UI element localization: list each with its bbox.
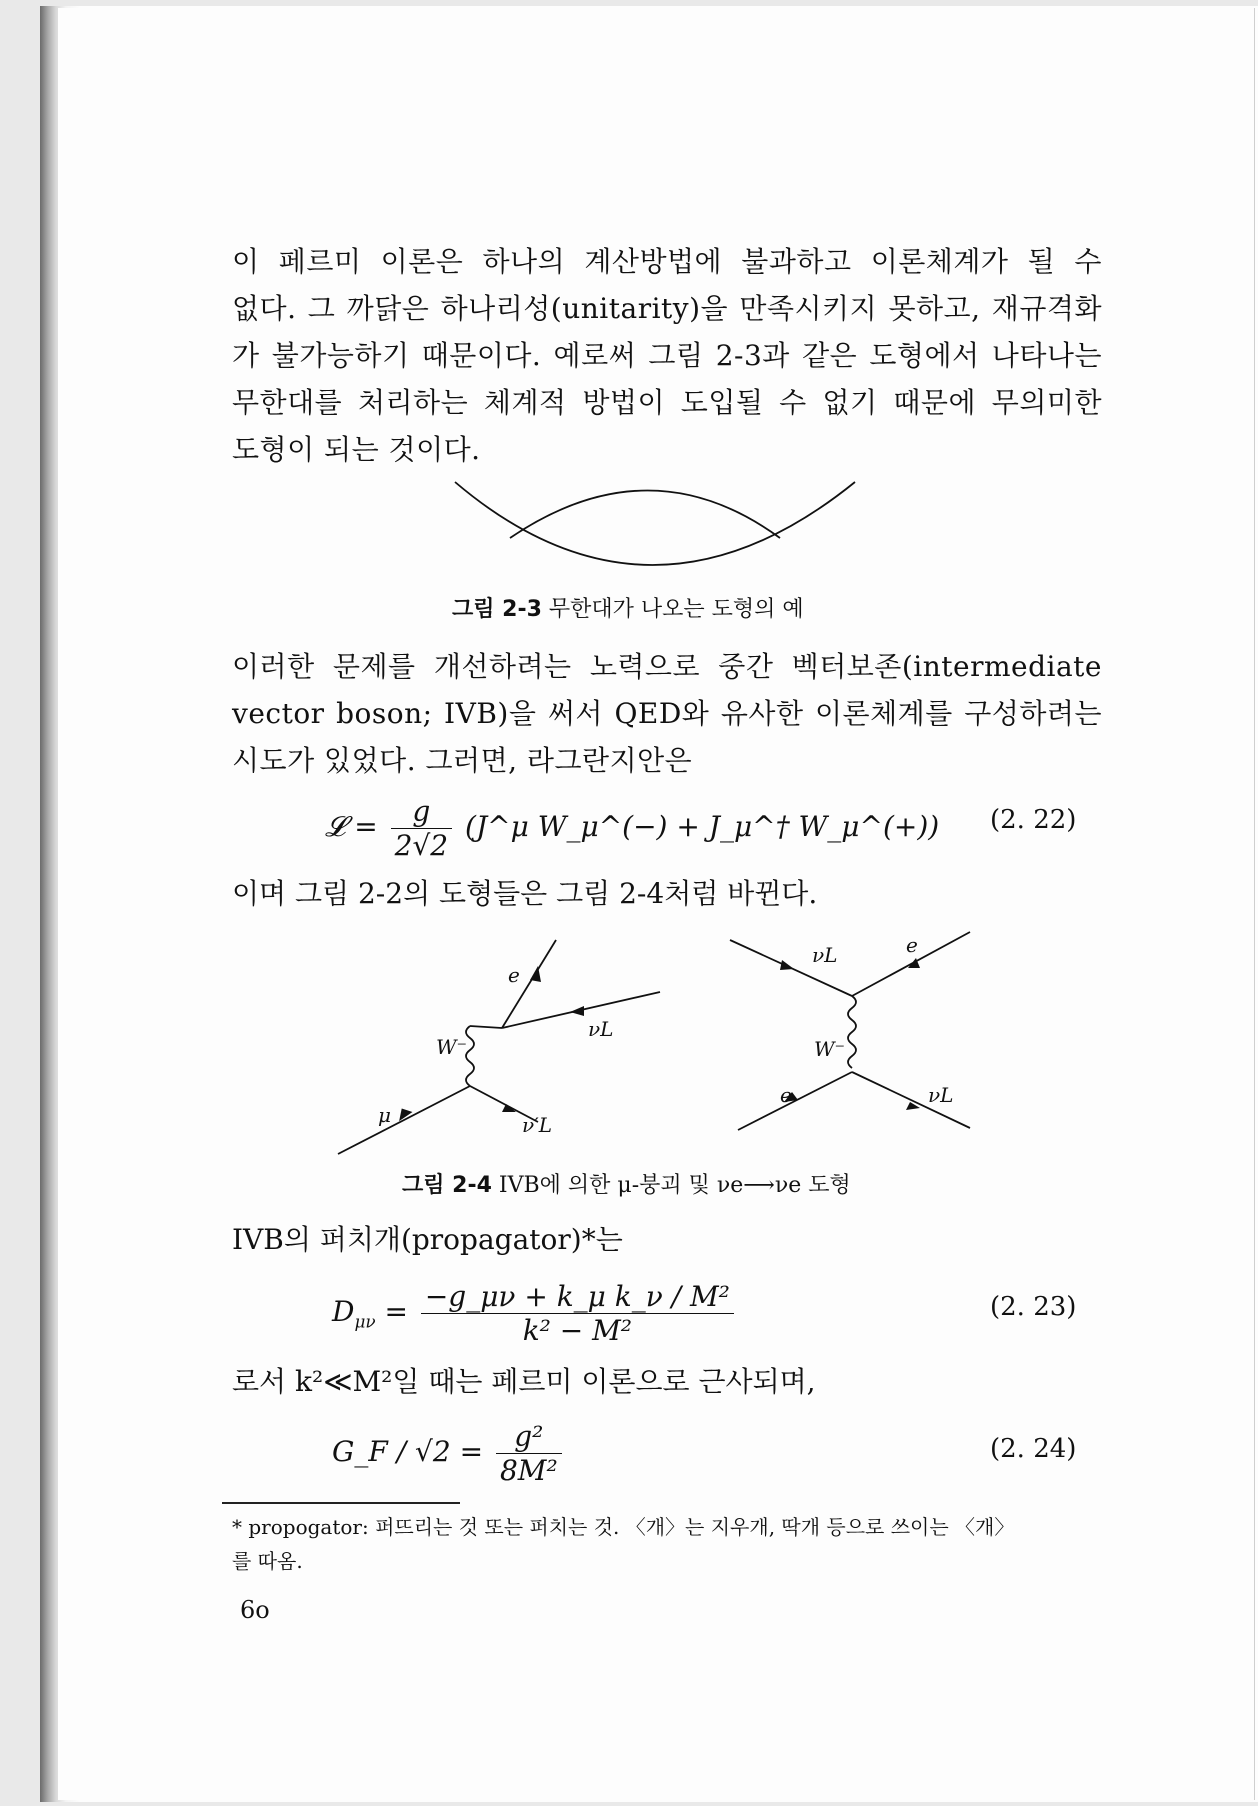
label-e: e — [508, 963, 520, 987]
figure-2-3-upper-arc — [455, 482, 855, 565]
equation-2-24-numerator: g² — [496, 1420, 562, 1454]
equation-2-24 — [332, 1420, 566, 1487]
equation-2-23-fraction — [421, 1280, 734, 1347]
paragraph-1-line-2: 없다. 그 까닭은 하나리성(unitarity)을 만족시키지 못하고, 재규격화 — [232, 292, 1102, 325]
line-after-2-22: 이며 그림 2-2의 도형들은 그림 2-4처럼 바뀐다. — [232, 877, 818, 910]
paragraph-1-line-1: 이 페르미 이론은 하나의 계산방법에 불과하고 이론체계가 될 수 — [232, 245, 1102, 278]
right-w-wavy — [848, 996, 856, 1068]
paragraph-1 — [232, 238, 1102, 473]
equation-2-23-denominator: k² − M² — [522, 1314, 633, 1347]
equation-2-22-numerator: g — [391, 795, 452, 829]
label-right-w-minus: W⁻ — [814, 1037, 846, 1061]
nu-in-arrow — [780, 960, 794, 970]
label-w-minus: W⁻ — [436, 1035, 468, 1059]
label-nu-l-prime: ν′L — [522, 1113, 552, 1137]
vertex-connector — [470, 1026, 502, 1028]
figure-2-3-caption — [452, 592, 804, 623]
label-nu-l-out: νL — [928, 1083, 954, 1107]
figure-2-3-number: 그림 2-3 — [452, 597, 542, 622]
figure-2-3-diagram — [450, 478, 870, 588]
figure-2-4-title: IVB에 의한 μ-붕괴 및 νe⟶νe 도형 — [498, 1173, 851, 1198]
muon-line — [338, 1086, 470, 1154]
paragraph-1-line-4: 무한대를 처리하는 체계적 방법이 도입될 수 없기 때문에 무의미한 — [232, 386, 1102, 419]
equation-2-24-lhs: G_F / √2 = — [332, 1435, 484, 1468]
equation-2-24-number: (2. 24) — [990, 1434, 1077, 1464]
figure-2-4-caption — [402, 1168, 851, 1199]
paragraph-1-line-3: 가 불가능하기 때문이다. 예로써 그림 2-3과 같은 도형에서 나타나는 — [232, 339, 1102, 372]
label-nu-l-in: νL — [812, 943, 838, 967]
equation-2-23-lhs: D — [332, 1295, 355, 1328]
equation-2-22-number: (2. 22) — [990, 805, 1077, 835]
footnote-rule — [222, 1502, 460, 1504]
equation-2-22-lhs: 𝓛 = — [325, 810, 378, 843]
label-e-out: e — [906, 933, 918, 957]
figure-2-3-title: 무한대가 나오는 도형의 예 — [548, 597, 804, 622]
footnote — [232, 1510, 1112, 1578]
line-approx: 로서 k²≪M²일 때는 페르미 이론으로 근사되며, — [232, 1365, 816, 1398]
nu-l-arrow — [570, 1006, 584, 1016]
footnote-line-1: * propogator: 퍼뜨리는 것 또는 퍼치는 것. 〈개〉는 지우개, 딱개 등으로 쓰이는 〈개〉 — [232, 1515, 1015, 1539]
label-nu-l: νL — [588, 1017, 614, 1041]
equation-2-23-number: (2. 23) — [990, 1292, 1077, 1322]
paragraph-1-line-5: 도형이 되는 것이다. — [232, 433, 481, 466]
paragraph-2-line-2: vector boson; IVB)을 써서 QED와 유사한 이론체계를 구성하려는 — [232, 697, 1102, 730]
equation-2-22-rhs: (J^μ W_μ^(−) + J_μ^† W_μ^(+)) — [465, 810, 940, 843]
muon-arrow — [395, 1105, 414, 1121]
equation-2-23-equals: = — [384, 1295, 408, 1328]
label-mu: μ — [378, 1103, 391, 1127]
paragraph-2 — [232, 643, 1102, 784]
equation-2-24-fraction — [496, 1420, 562, 1487]
w-boson-wavy — [466, 1026, 474, 1086]
equation-2-23 — [332, 1280, 738, 1347]
line-propagator: IVB의 퍼치개(propagator)*는 — [232, 1223, 623, 1256]
figure-2-3-lower-arc — [510, 491, 780, 539]
nu-prime-arrow — [502, 1104, 516, 1112]
figure-2-4-number: 그림 2-4 — [402, 1173, 492, 1198]
equation-2-23-numerator: −g_μν + k_μ k_ν / M² — [421, 1280, 734, 1314]
figure-2-4-left-diagram — [338, 936, 658, 1156]
equation-2-22-denominator: 2√2 — [394, 829, 449, 862]
label-e-in: e — [780, 1083, 792, 1107]
e-in-line — [738, 1072, 852, 1130]
equation-2-22-fraction — [391, 795, 452, 862]
equation-2-23-lhs-sub: μν — [354, 1311, 376, 1332]
footnote-line-2: 를 따옴. — [232, 1549, 303, 1573]
page-number: 6o — [240, 1596, 270, 1624]
paragraph-2-line-1: 이러한 문제를 개선하려는 노력으로 중간 벡터보존(intermediate — [232, 650, 1102, 683]
paragraph-2-line-3: 시도가 있었다. 그러면, 라그란지안은 — [232, 744, 693, 777]
equation-2-24-denominator: 8M² — [499, 1454, 558, 1487]
figure-2-4-right-diagram — [730, 932, 990, 1132]
equation-2-22 — [325, 795, 939, 862]
